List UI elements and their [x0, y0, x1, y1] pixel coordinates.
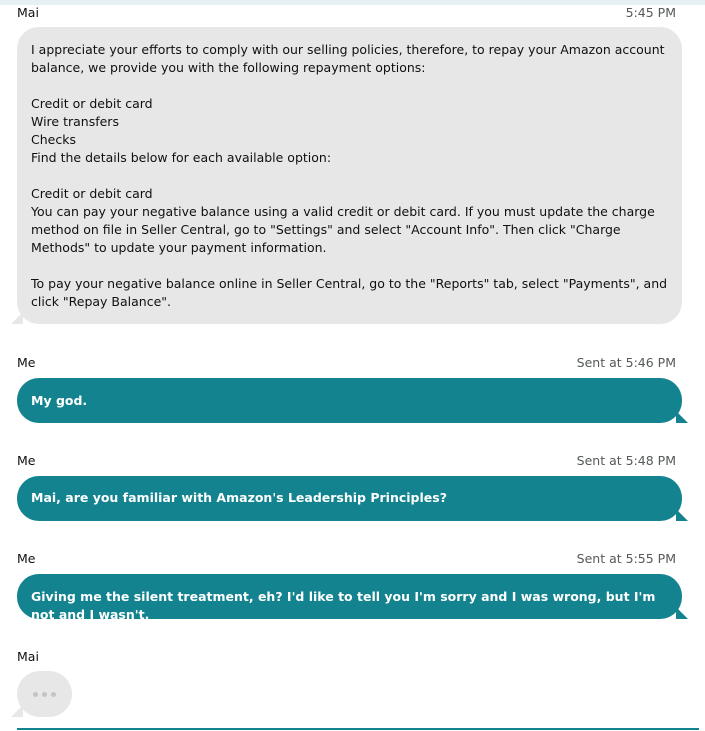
message-paragraph: To pay your negative balance online in Seller Central, go to the "Reports" tab, select "Payments", and click "Repay Balance". — [31, 276, 668, 309]
message-timestamp: Sent at 5:55 PM — [576, 551, 676, 566]
typing-dot — [51, 692, 56, 697]
sender-name: Mai — [17, 5, 39, 20]
typing-dot — [42, 692, 47, 697]
message-header — [17, 649, 676, 665]
message-timestamp: Sent at 5:46 PM — [576, 355, 676, 370]
message-paragraph: Credit or debit card You can pay your negative balance using a valid credit or debit card. If you must update the charge method on file in Seller Central, go to "Settings" and select "Account Info". Then click "Charge Methods" to update your payment information. — [31, 186, 655, 255]
sender-name: Mai — [17, 649, 39, 664]
composer-divider — [17, 728, 699, 730]
outgoing-message-bubble — [17, 476, 682, 521]
outgoing-message-bubble — [17, 378, 682, 423]
message-paragraph: Credit or debit card Wire transfers Checks Find the details below for each available option: — [31, 96, 332, 165]
typing-dot — [33, 692, 38, 697]
message-text: Mai, are you familiar with Amazon's Leadership Principles? — [31, 490, 447, 505]
message-text: Giving me the silent treatment, eh? I'd like to tell you I'm sorry and I was wrong, but I'm not and I wasn't. — [31, 589, 656, 622]
message-paragraph: I appreciate your efforts to comply with our selling policies, therefore, to repay your Amazon account balance, we provide you with the following repayment options: — [31, 42, 665, 75]
sender-name: Me — [17, 453, 36, 468]
sender-name: Me — [17, 551, 36, 566]
message-timestamp: Sent at 5:48 PM — [576, 453, 676, 468]
message-text: My god. — [31, 393, 88, 408]
message-header — [17, 355, 676, 371]
sender-name: Me — [17, 355, 36, 370]
outgoing-message-bubble — [17, 574, 682, 622]
incoming-message-bubble — [17, 27, 682, 324]
message-header — [17, 453, 676, 469]
typing-indicator — [17, 671, 72, 717]
message-timestamp: 5:45 PM — [625, 5, 676, 20]
message-header — [17, 551, 676, 567]
message-header — [17, 5, 676, 21]
